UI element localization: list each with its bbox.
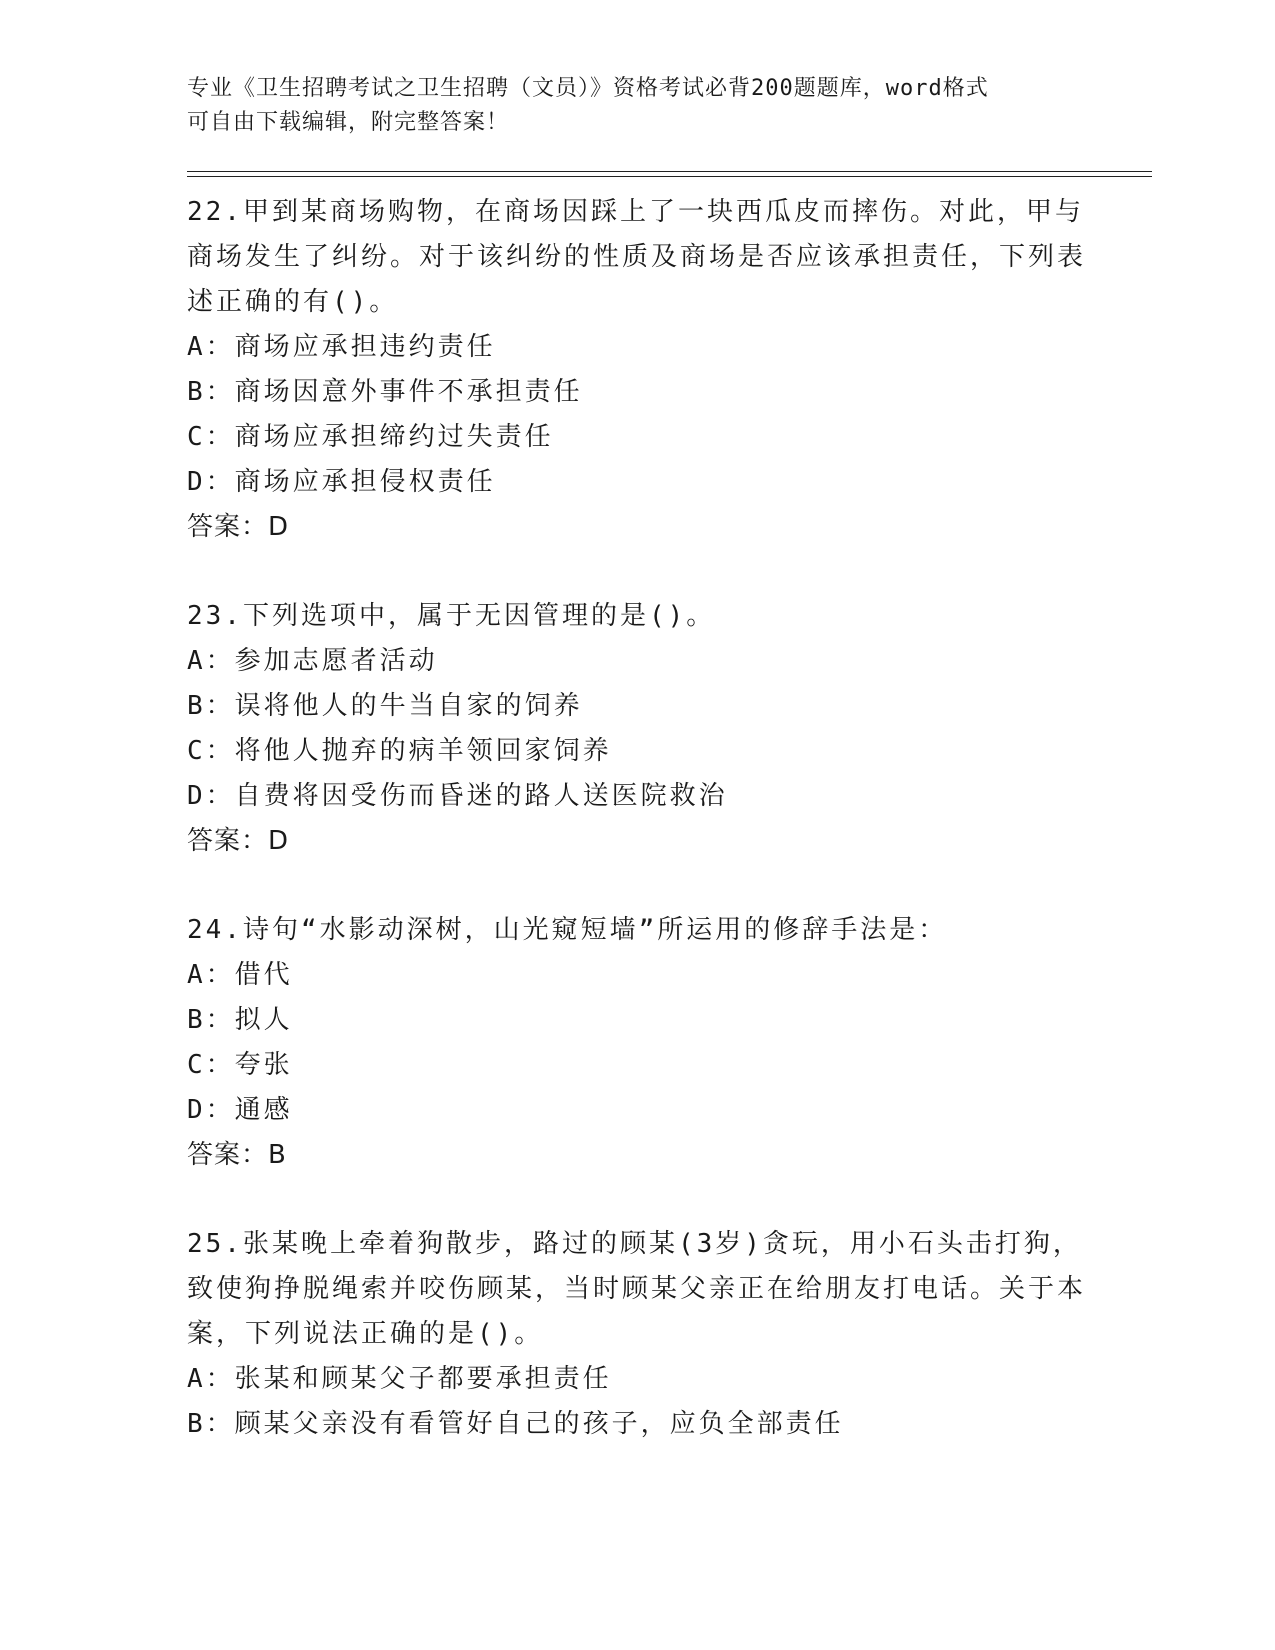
option-b: B：商场因意外事件不承担责任 bbox=[187, 377, 583, 407]
answer-value: B bbox=[268, 1140, 287, 1170]
option-b: B：顾某父亲没有看管好自己的孩子，应负全部责任 bbox=[187, 1409, 844, 1439]
document-header bbox=[187, 72, 1067, 140]
question-24 bbox=[187, 908, 1087, 1178]
option-a: A：张某和顾某父子都要承担责任 bbox=[187, 1364, 612, 1394]
answer-value: D bbox=[268, 826, 290, 856]
question-stem: 23.下列选项中，属于无因管理的是()。 bbox=[187, 601, 716, 631]
answer-line bbox=[187, 1133, 1087, 1178]
answer-prefix: 答案： bbox=[187, 512, 269, 542]
header-title-line2: 可自由下载编辑，附完整答案！ bbox=[187, 110, 510, 135]
question-25 bbox=[187, 1222, 1087, 1447]
question-stem: 22.甲到某商场购物，在商场因踩上了一块西瓜皮而摔伤。对此，甲与商场发生了纠纷。对于该纠纷的性质及商场是否应该承担责任，下列表述正确的有()。 bbox=[187, 197, 1087, 317]
option-c: C：夸张 bbox=[187, 1050, 293, 1080]
question-23 bbox=[187, 594, 1087, 864]
answer-value: D bbox=[268, 512, 290, 542]
question-list bbox=[187, 190, 1087, 1491]
option-d: D：自费将因受伤而昏迷的路人送医院救治 bbox=[187, 781, 728, 811]
answer-prefix: 答案： bbox=[187, 1140, 269, 1170]
option-a: A：参加志愿者活动 bbox=[187, 646, 438, 676]
header-divider-bottom bbox=[187, 176, 1152, 177]
option-d: D：通感 bbox=[187, 1095, 293, 1125]
option-c: C：将他人抛弃的病羊领回家饲养 bbox=[187, 736, 612, 766]
answer-line bbox=[187, 505, 1087, 550]
question-stem: 24.诗句“水影动深树，山光窥短墙”所运用的修辞手法是： bbox=[187, 915, 948, 945]
option-a: A：商场应承担违约责任 bbox=[187, 332, 496, 362]
option-a: A：借代 bbox=[187, 960, 293, 990]
option-b: B：拟人 bbox=[187, 1005, 293, 1035]
question-22 bbox=[187, 190, 1087, 550]
option-d: D：商场应承担侵权责任 bbox=[187, 467, 496, 497]
header-divider-top bbox=[187, 171, 1152, 172]
answer-line bbox=[187, 819, 1087, 864]
answer-prefix: 答案： bbox=[187, 826, 269, 856]
option-b: B：误将他人的牛当自家的饲养 bbox=[187, 691, 583, 721]
question-stem: 25.张某晚上牵着狗散步，路过的顾某(3岁)贪玩，用小石头击打狗，致使狗挣脱绳索并咬伤顾某，当时顾某父亲正在给朋友打电话。关于本案，下列说法正确的是()。 bbox=[187, 1229, 1087, 1349]
header-title-line1: 专业《卫生招聘考试之卫生招聘（文员）》资格考试必背200题题库，word格式 bbox=[187, 76, 989, 101]
option-c: C：商场应承担缔约过失责任 bbox=[187, 422, 554, 452]
